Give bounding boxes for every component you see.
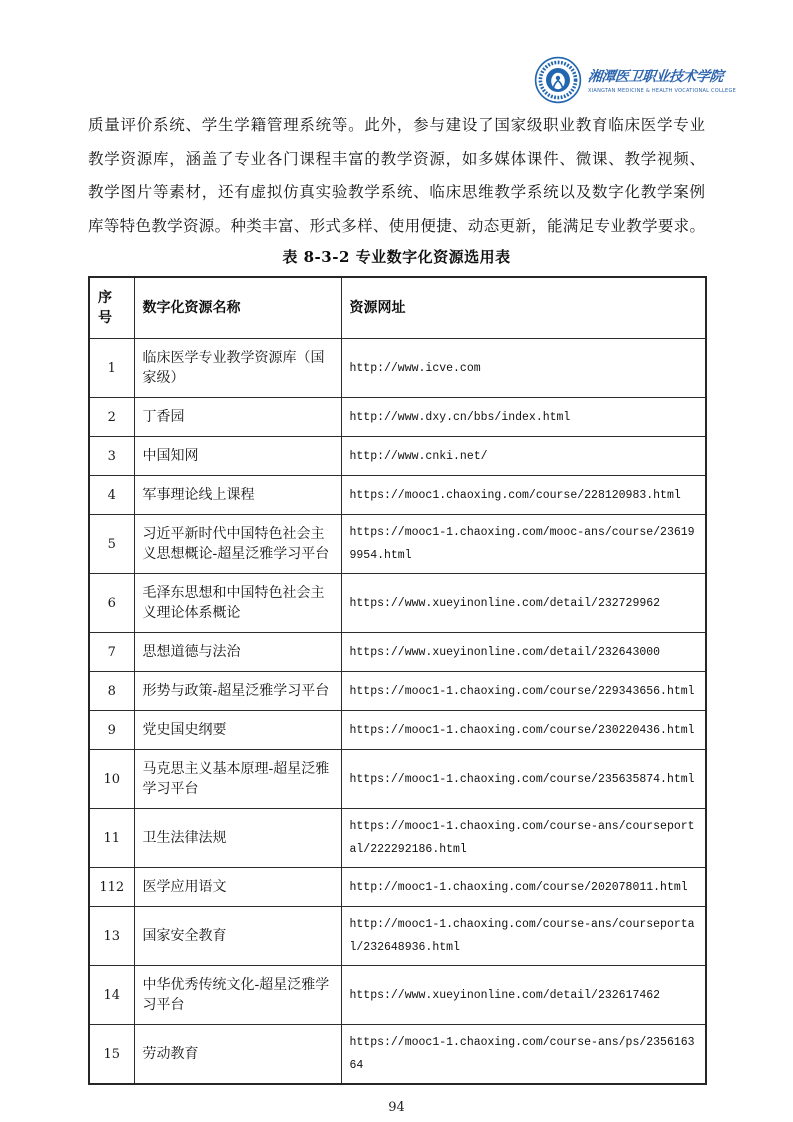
table-row [89,437,706,476]
page-content [88,109,705,1115]
paragraph-line: 库等特色教学资源。种类丰富、形式多样、使用便捷、动态更新，能满足专业教学要求。 [88,216,705,235]
table-row [89,339,706,398]
resource-url-cell: https://www.xueyinonline.com/detail/232729962 [341,574,706,633]
table-caption: 表 8-3-2 专业数字化资源选用表 [282,248,511,266]
resource-table [88,276,707,1085]
row-index-cell: 9 [89,711,134,750]
resource-url-cell: https://mooc1-1.chaoxing.com/course-ans/courseportal/222292186.html [341,809,706,868]
college-name-cn: 湘潭医卫职业技术学院 [587,69,724,85]
paragraph-line: 教学图片等素材，还有虚拟仿真实验教学系统、临床思维教学系统以及数字化教学案例 [88,183,705,201]
resource-url-cell: https://mooc1-1.chaoxing.com/course/235635874.html [341,750,706,809]
row-index-cell: 2 [89,398,134,437]
table-row [89,868,706,907]
row-index-cell: 112 [89,868,134,907]
row-index-cell: 15 [89,1025,134,1085]
row-index-cell: 7 [89,633,134,672]
college-name-en: XIANGTAN MEDICINE & HEALTH VOCATIONAL COLLEGE [588,88,736,94]
resource-name-cell: 马克思主义基本原理-超星泛雅学习平台 [134,750,341,809]
resource-url-cell: https://www.xueyinonline.com/detail/232617462 [341,966,706,1025]
table-row [89,1025,706,1085]
table-header [89,277,706,339]
resource-url-cell: https://mooc1-1.chaoxing.com/course/230220436.html [341,711,706,750]
table-row [89,966,706,1025]
row-index-cell: 11 [89,809,134,868]
row-index-cell: 10 [89,750,134,809]
header-cell-resource-url: 资源网址 [341,277,706,339]
resource-name-cell: 医学应用语文 [134,868,341,907]
table-row [89,750,706,809]
resource-url-cell: https://mooc1-1.chaoxing.com/course/229343656.html [341,672,706,711]
resource-name-cell: 丁香园 [134,398,341,437]
resource-url-cell: http://mooc1-1.chaoxing.com/course/202078011.html [341,868,706,907]
resource-name-cell: 卫生法律法规 [134,809,341,868]
resource-url-cell: http://www.icve.com [341,339,706,398]
row-index-cell: 3 [89,437,134,476]
resource-url-cell: https://www.xueyinonline.com/detail/232643000 [341,633,706,672]
table-row [89,398,706,437]
page-number: 94 [388,1100,405,1115]
table-row [89,515,706,574]
resource-url-cell: https://mooc1-1.chaoxing.com/course-ans/ps/235616364 [341,1025,706,1085]
resource-name-cell: 思想道德与法治 [134,633,341,672]
table-row [89,809,706,868]
table-body [89,339,706,1085]
college-logo-text [588,66,736,94]
header-cell-resource-name: 数字化资源名称 [134,277,341,339]
resource-url-cell: https://mooc1.chaoxing.com/course/228120983.html [341,476,706,515]
table-row [89,907,706,966]
header-cell-index: 序号 [89,277,134,339]
resource-name-cell: 国家安全教育 [134,907,341,966]
resource-name-cell: 劳动教育 [134,1025,341,1085]
table-header-row [89,277,706,339]
resource-name-cell: 习近平新时代中国特色社会主义思想概论-超星泛雅学习平台 [134,515,341,574]
resource-name-cell: 中国知网 [134,437,341,476]
paragraph-line: 教学资源库，涵盖了专业各门课程丰富的教学资源，如多媒体课件、微课、教学视频、 [88,149,705,168]
college-logo [534,56,736,104]
resource-url-cell: https://mooc1-1.chaoxing.com/mooc-ans/course/236199954.html [341,515,706,574]
resource-url-cell: http://www.dxy.cn/bbs/index.html [341,398,706,437]
table-row [89,633,706,672]
row-index-cell: 5 [89,515,134,574]
resource-name-cell: 军事理论线上课程 [134,476,341,515]
resource-name-cell: 中华优秀传统文化-超星泛雅学习平台 [134,966,341,1025]
table-row [89,672,706,711]
row-index-cell: 13 [89,907,134,966]
table-row [89,711,706,750]
paragraph-line: 质量评价系统、学生学籍管理系统等。此外，参与建设了国家级职业教育临床医学专业 [88,116,705,134]
body-paragraph [88,109,705,243]
resource-name-cell: 毛泽东思想和中国特色社会主义理论体系概论 [134,574,341,633]
college-emblem-icon [534,56,582,104]
resource-name-cell: 形势与政策-超星泛雅学习平台 [134,672,341,711]
resource-name-cell: 临床医学专业教学资源库（国家级） [134,339,341,398]
table-row [89,476,706,515]
row-index-cell: 8 [89,672,134,711]
table-row [89,574,706,633]
row-index-cell: 4 [89,476,134,515]
row-index-cell: 1 [89,339,134,398]
row-index-cell: 6 [89,574,134,633]
resource-url-cell: http://www.cnki.net/ [341,437,706,476]
resource-name-cell: 党史国史纲要 [134,711,341,750]
resource-url-cell: http://mooc1-1.chaoxing.com/course-ans/courseportal/232648936.html [341,907,706,966]
row-index-cell: 14 [89,966,134,1025]
